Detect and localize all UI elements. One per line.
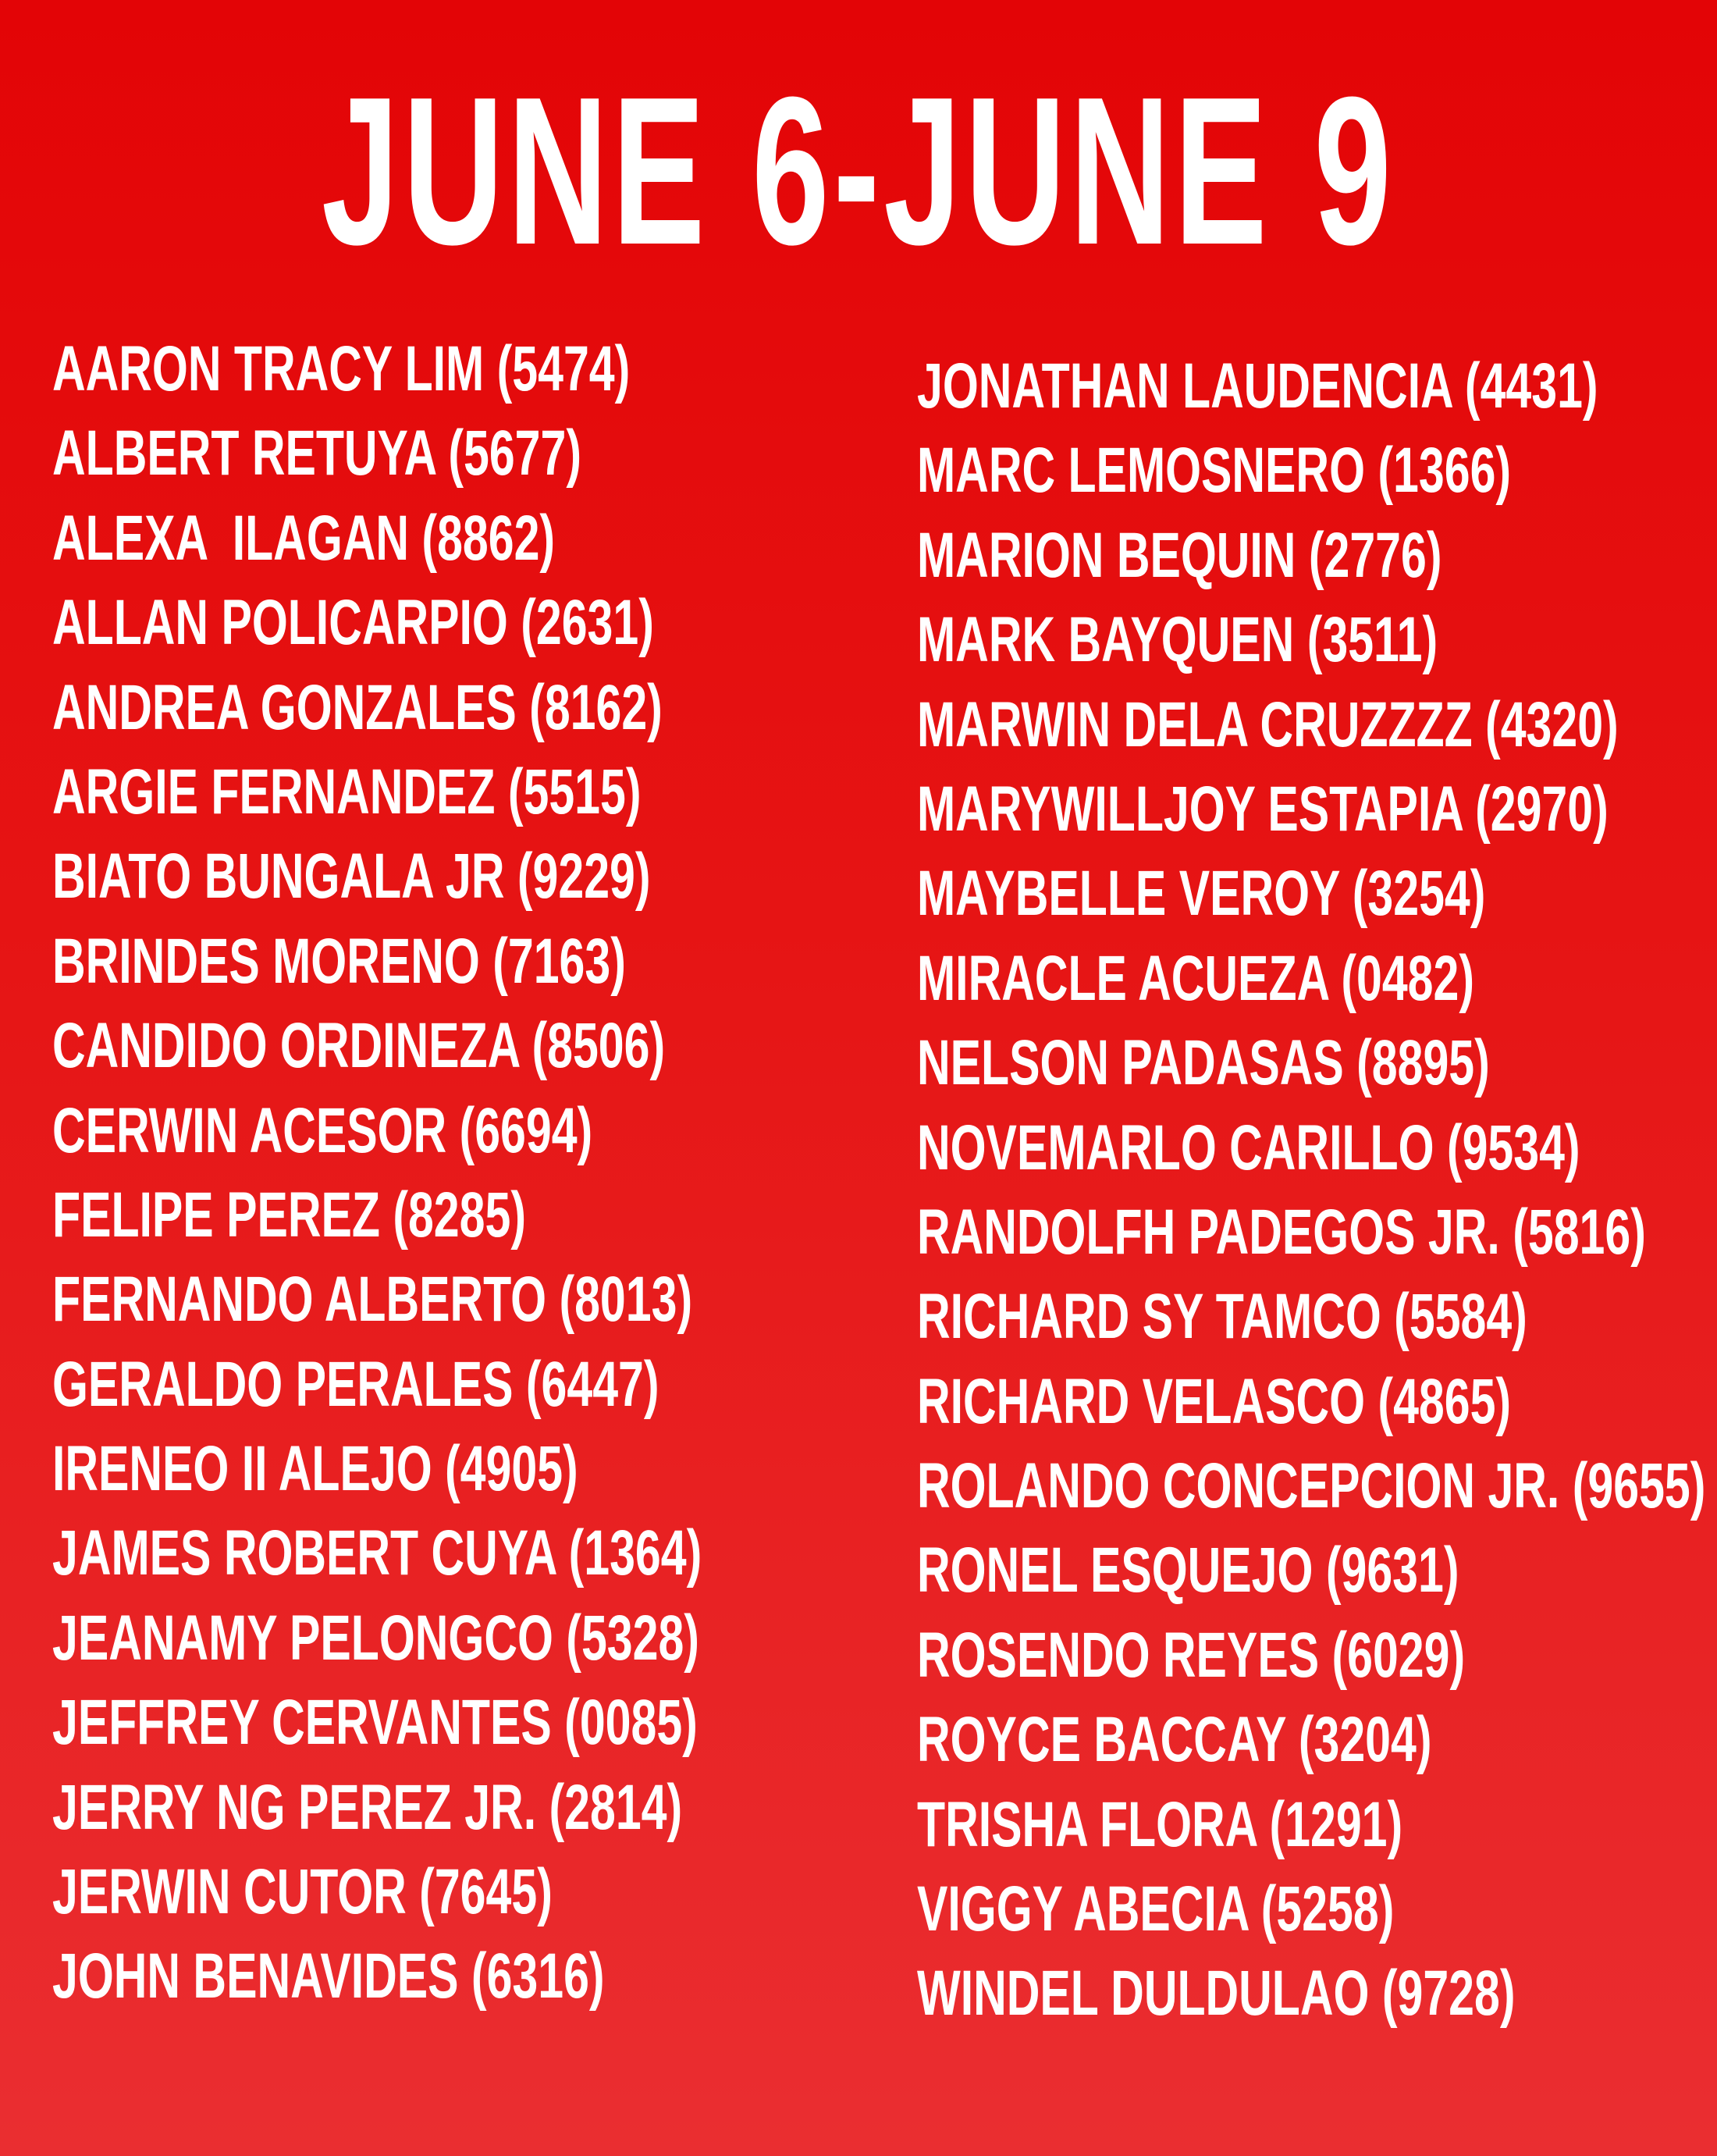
names-list-left — [52, 333, 954, 2030]
list-item: IRENEO II ALEJO (4905) — [52, 1433, 578, 1505]
list-item: RICHARD SY TAMCO (5584) — [917, 1281, 1527, 1353]
list-item: BIATO BUNGALA JR (9229) — [52, 841, 651, 913]
list-item: ALEXA ILAGAN (8862) — [52, 502, 556, 574]
list-item: ALLAN POLICARPIO (2631) — [52, 587, 654, 659]
list-item: ROYCE BACCAY (3204) — [917, 1704, 1432, 1776]
list-item: NELSON PADASAS (8895) — [917, 1027, 1490, 1099]
list-item: WINDEL DULDULAO (9728) — [917, 1958, 1516, 2030]
list-item: CERWIN ACESOR (6694) — [52, 1094, 593, 1166]
list-item: GERALDO PERALES (6447) — [52, 1348, 659, 1420]
list-item: AARON TRACY LIM (5474) — [52, 333, 631, 404]
list-item: RANDOLFH PADEGOS JR. (5816) — [917, 1196, 1646, 1268]
list-item: BRINDES MORENO (7163) — [52, 925, 626, 997]
list-item: RICHARD VELASCO (4865) — [917, 1365, 1512, 1437]
list-item: JERRY NG PEREZ JR. (2814) — [52, 1771, 683, 1843]
list-item: MAYBELLE VEROY (3254) — [917, 858, 1486, 930]
list-item: FERNANDO ALBERTO (8013) — [52, 1264, 693, 1336]
list-item: ARGIE FERNANDEZ (5515) — [52, 756, 642, 827]
list-item: ALBERT RETUYA (5677) — [52, 418, 582, 489]
list-item: JOHN BENAVIDES (6316) — [52, 1941, 605, 2012]
list-item: NOVEMARLO CARILLO (9534) — [917, 1112, 1580, 1183]
list-item: MARC LEMOSNERO (1366) — [917, 435, 1512, 507]
list-item: ANDREA GONZALES (8162) — [52, 671, 663, 743]
list-item: RONEL ESQUEJO (9631) — [917, 1535, 1459, 1606]
list-item: FELIPE PEREZ (8285) — [52, 1179, 526, 1251]
list-item: MARYWILLJOY ESTAPIA (2970) — [917, 773, 1609, 845]
list-item: JAMES ROBERT CUYA (1364) — [52, 1517, 702, 1589]
list-item: MARK BAYQUEN (3511) — [917, 604, 1438, 676]
list-item: CANDIDO ORDINEZA (8506) — [52, 1010, 666, 1082]
list-item: JEANAMY PELONGCO (5328) — [52, 1602, 699, 1674]
list-item: ROLANDO CONCEPCION JR. (9655) — [917, 1450, 1706, 1522]
list-item: JERWIN CUTOR (7645) — [52, 1856, 553, 1928]
list-item: ROSENDO REYES (6029) — [917, 1619, 1466, 1691]
list-item: MIRACLE ACUEZA (0482) — [917, 942, 1475, 1014]
names-list-right — [917, 350, 1717, 2047]
list-item: JEFFREY CERVANTES (0085) — [52, 1687, 698, 1759]
list-item: MARION BEQUIN (2776) — [917, 519, 1442, 591]
page-title: JUNE 6-JUNE 9 — [322, 54, 1395, 289]
list-item: JONATHAN LAUDENCIA (4431) — [917, 350, 1598, 422]
list-item: TRISHA FLORA (1291) — [917, 1788, 1403, 1860]
list-item: VIGGY ABECIA (5258) — [917, 1873, 1395, 1945]
list-item: MARWIN DELA CRUZZZZ (4320) — [917, 688, 1619, 760]
